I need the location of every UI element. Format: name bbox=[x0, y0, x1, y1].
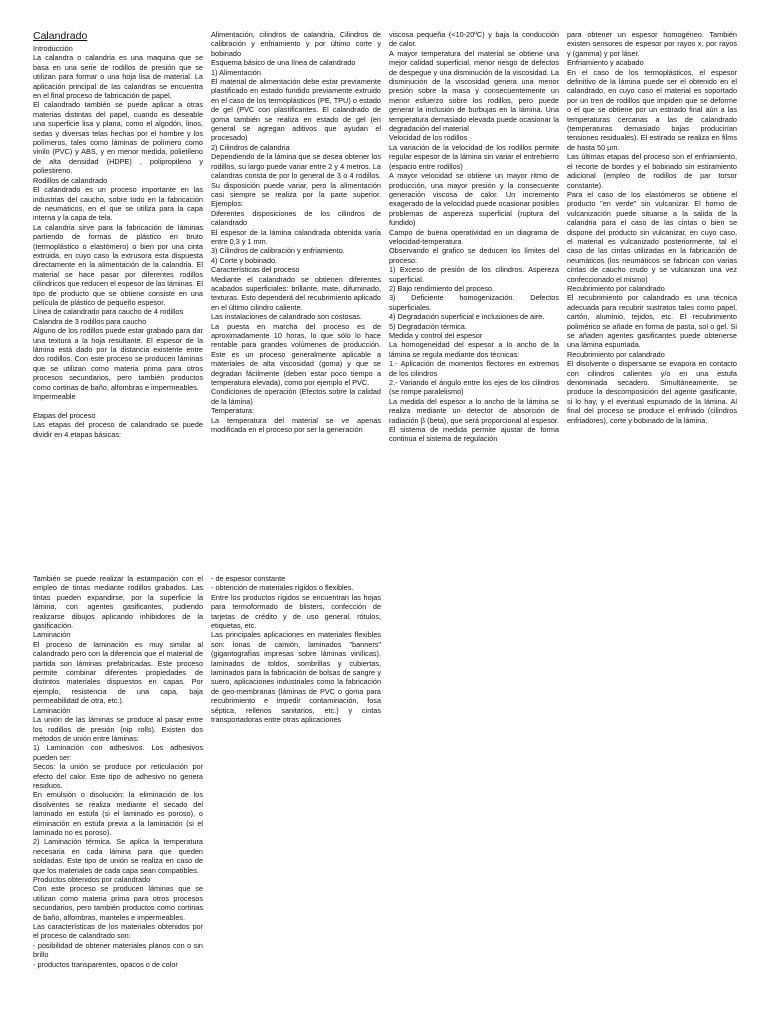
paragraph: Dependiendo de la lámina que se desea obtener los rodillos, su largo puede variar entre 2 y 4 metros. La calandras consta de por lo general de 3 o 4 rodillos. Su disposición puede variar, pero la alimentación casi siempre se realiza por la parte superior. Ejemplos: bbox=[211, 152, 381, 209]
paragraph: Entre los productos rígidos se encuentran las hojas para termoformado de blisters, confección de tarjetas de crédito y de uso general, rótulos, etiquetas, etc. bbox=[211, 592, 381, 631]
paragraph: El proceso de laminación es muy similar al calandrado pero con la diferencia que el material de partida son láminas prefabricadas. Este proceso permite combinar diferentes propiedades de distintos materiales dispuestos en capas. Por ejemplo, resistencia de una capa, baja permeabilidad de otra, etc.). bbox=[33, 639, 203, 706]
paragraph: 2) Cilindros de calandria bbox=[211, 142, 290, 152]
column-text bbox=[567, 30, 737, 425]
paragraph: Impermeable bbox=[33, 392, 76, 402]
paragraph: La variación de la velocidad de los rodillos permite regular espesor de la lámina sin variar el entrehierro (espacio entre rodillos) bbox=[389, 142, 559, 171]
paragraph: Mediante el calandrado se obtienen diferentes acabados superficiales: brillante, mate, difuminado, texturas. Esto dependerá del recubrimiento aplicado en el último cilindro caliente. bbox=[211, 274, 381, 312]
paragraph: Velocidad de los rodillos bbox=[389, 133, 468, 143]
paragraph: viscosa pequeña (<10-20ºC) y baja la conducción de calor. bbox=[389, 30, 559, 49]
paragraph: La calandra o calandria es una maquina que se basa en una serie de rodillos de presión que se utilizan para formar o una hoja lisa de material. La aplicación principal de las calandras se encuentra en el final proceso de fabricación de papel. bbox=[33, 53, 203, 101]
column-text bbox=[33, 574, 203, 969]
paragraph: - productos transparentes, opacos o de color bbox=[33, 959, 178, 969]
paragraph: Con este proceso se producen láminas que se utilizan como materia prima para otros procesos secundarios, pero también productos como cortinas de baño, alfombras, manteles e impermeables. bbox=[33, 884, 203, 922]
paragraph: - posibilidad de obtener materiales planos con o sin brillo bbox=[33, 940, 203, 960]
paragraph: 2) Bajo rendimiento del proceso. bbox=[389, 283, 495, 293]
paragraph: Productos obtenidos por calandrado bbox=[33, 875, 151, 884]
paragraph: Enfriamiento y acabado bbox=[567, 58, 644, 68]
paragraph: 5) Degradación térmica. bbox=[389, 321, 467, 331]
paragraph: Para el caso de los elastómeros se obtiene el producto "en verde" sin vulcanizar. El horno de vulcanización puede situarse a la salida de la calandria para el caso de las cintas o bien se dispone del producto sin vulcanizar, en cuyo caso, el material es vulcanizado posteriormente, tal el caso de las cintas utilizadas en la fabricación de neumáticos (los neumáticos se fabrican con varias cintas de caucho crudo y se vulcanizan una vez confeccionado el mismo) bbox=[567, 189, 737, 284]
column-text bbox=[389, 30, 559, 444]
paragraph: El calandrado también se puede aplicar a otras materias distintas del papel, cuando es deseable una superficie lisa y plana, como el algodón, linos, sedas y diversas telas hechas por el hombre y los polímeros, tales como láminas de polímero como vinilo (PVC) y ABS, y en menor medida, polietileno de alta densidad (HDPE) , polipropileno y poliestireno. bbox=[33, 100, 203, 176]
paragraph: 3) Deficiente homogenización. Defectos superficiales. bbox=[389, 293, 559, 312]
paragraph: Alimentación, cilindros de calandria, Cilindros de calibración y enfriamiento y por último corte y bobinado bbox=[211, 30, 381, 58]
paragraph: 1) Laminación con adhesivos. Los adhesivos pueden ser: bbox=[33, 743, 203, 762]
column-1 bbox=[33, 30, 203, 510]
paragraph: Las etapas del proceso de calandrado se puede dividir en 4 etapas básicas: bbox=[33, 420, 203, 439]
paragraph: 4) Degradación superficial e inclusiones de aire. bbox=[389, 312, 545, 322]
paragraph: - de espesor constante bbox=[211, 574, 286, 583]
paragraph: La medida del espesor a lo ancho de la lámina se realiza mediante un detector de absorción de radiación β (beta), que será proporcional al espesor. El sistema de medida permite ajustar de forma continua el sistema de regulación bbox=[389, 396, 559, 444]
paragraph: Recubrimiento por calandrado bbox=[567, 349, 665, 359]
document-title: Calandrado bbox=[33, 30, 88, 42]
paragraph: para obtener un espesor homogéneo. También existen sensores de espesor por rayos x, por rayos γ (gamma) y por láser. bbox=[567, 30, 737, 58]
paragraph: Diferentes disposiciones de los cilindros de calandrado bbox=[211, 208, 381, 228]
paragraph: Línea de calandrado para caucho de 4 rodillos bbox=[33, 307, 184, 317]
paragraph: Alguno de los rodillos puede estar grabado para dar una textura a la hoja resultante. El espesor de la lámina está dado por la distancia existente entre dos rodillos. Con este proceso se producen láminas que se utilizan como materia prima para otros procesos secundarios, pero también productos como cortinas de baño, alfombras e impermeables. bbox=[33, 326, 203, 392]
column-text bbox=[211, 30, 381, 434]
paragraph: El material de alimentación debe estar previamente plastificado en estado fundido previamente extruido en el caso de los termoplásticos (PE, TPU) o estado de gel (PVC con plastificantes. El calandrado de goma también se realiza en estado de gel (en general se agregan aditivos que ayudan el procesado) bbox=[211, 77, 381, 143]
paragraph: 3) Cilindros de calibración y enfriamiento. bbox=[211, 246, 345, 256]
paragraph: Las principales aplicaciones en materiales flexibles son: lonas de camión, laminados "banners" (gigantografías impresas sobre láminas vinílicas), laminados de toldos, sombrillas y cubiertas, laminados para la fabricación de bolsas de sangre y suero, aplicaciones industriales como la fabricación de geo-membranas (láminas de PVC o goma para recubrimiento e impedir contaminación, fosa séptica, rellenos sanitarios, etc.) y cintas transportadoras entre otras aplicaciones bbox=[211, 630, 381, 725]
paragraph: 1) Exceso de presión de los cilindros. Aspereza superficial. bbox=[389, 265, 559, 284]
paragraph: La calandria sirve para la fabricación de láminas partiendo de formas de plástico en bruto (termoplástico o elastómero) o bien por una cinta extruida, en cuyo caso la extrusora esta dispuesta directamente en la alimentación de la calandria. El material se hace pasar por diferentes rodillos cilíndricos que reducen el espesor de las láminas. El tipo de producto que se obtiene consiste en una película de plástico de pequeño espesor. bbox=[33, 222, 203, 307]
paragraph: Esquema básico de una línea de calandrado bbox=[211, 58, 356, 68]
paragraph: 1) Alimentación bbox=[211, 67, 261, 77]
column-text bbox=[211, 574, 381, 725]
paragraph: También se puede realizar la estampación con el empleo de tintas mediante rodillos grabados. Las tintas pueden expandirse, por la superficie la lámina, con agentes gasificantes, pudiendo realizarse dibujos aplicando inhibidores de la gasificación. bbox=[33, 574, 203, 631]
paragraph: Introducción bbox=[33, 44, 73, 53]
paragraph: 1.- Aplicación de momentos flectores en extremos de los cilindros bbox=[389, 359, 559, 378]
paragraph bbox=[33, 401, 203, 410]
paragraph: Calandra de 3 rodillos para caucho bbox=[33, 316, 147, 326]
paragraph: Medida y control del espesor bbox=[389, 331, 483, 340]
paragraph: Campo de buena operatividad en un diagrama de velocidad-temperatura bbox=[389, 227, 559, 246]
paragraph: En emulsión o disolución: la eliminación de los disolventes se realiza mediante el secado del laminado en estufa (si el laminado es poroso), o eliminación en estufa previa a la laminación (si el laminado no es poroso). bbox=[33, 790, 203, 837]
paragraph: La temperatura del material se ve apenas modificada en el proceso por ser la generación bbox=[211, 415, 381, 435]
paragraph: 2) Laminación térmica. Se aplica la temperatura necesaria en cada lámina para que queden soldadas. Este tipo de unión se realiza en caso de que los materiales de cada capa sean compatibles. bbox=[33, 837, 203, 875]
paragraph: Las características de los materiales obtenidos por el proceso de calandrado son: bbox=[33, 922, 203, 941]
paragraph: Las instalaciones de calandrado son costosas. bbox=[211, 312, 362, 322]
paragraph: - obtención de materiales rígidos o flexibles. bbox=[211, 583, 354, 593]
paragraph: Temperatura: bbox=[211, 406, 254, 416]
paragraph: Laminación bbox=[33, 705, 71, 715]
paragraph: Rodillos de calandrado bbox=[33, 175, 108, 185]
paragraph: Observando el grafico se deducen los límites del proceso: bbox=[389, 246, 559, 265]
paragraph: Etapas del proceso bbox=[33, 410, 96, 420]
page-1 bbox=[33, 30, 761, 510]
paragraph: A mayor velocidad se obtiene un mayor ritmo de producción, una mayor presión y la consecuente generación viscosa de calor. Un incremento exagerado de la velocidad puede ocasionar posibles problemas de aspereza superficial (ruptura del fundido) bbox=[389, 171, 559, 228]
paragraph: Secos: la unión se produce por reticulación por efecto del calor. Este tipo de adhesivo no genera residuos. bbox=[33, 762, 203, 790]
paragraph: Condiciones de operación (Efectos sobre la calidad de la lámina) bbox=[211, 387, 381, 406]
paragraph: A mayor temperatura del material se obtiene una mejor calidad superficial, menor riesgo de defectos de despegue y una disminución de la viscosidad. La disminución de la viscosidad genera una menor presión sobre la masa y consecuentemente un menor esfuerzo sobre los rodillos, pero puede generar la inclusión de burbujas en la lámina. Una temperatura demasiado elevada puede ocasionar la degradación del material bbox=[389, 48, 559, 134]
paragraph: La unión de las láminas se produce al pasar entre los rodillos de presión (nip rolls). Existen dos métodos de unión entre láminas: bbox=[33, 715, 203, 743]
column-3 bbox=[389, 30, 559, 510]
column-text bbox=[33, 44, 203, 439]
paragraph: La homogeneidad del espesor a lo ancho de la lámina se regula mediante dos técnicas: bbox=[389, 340, 559, 359]
page-2 bbox=[33, 574, 761, 1022]
paragraph: Laminación bbox=[33, 630, 71, 640]
paragraph: En el caso de los termoplásticos, el espesor definitivo de la lámina puede ser el obtenido en el calandrado, en cuyo caso el material es soportado por un tren de rodillos que impiden que se deforme o el que se obtiene por un estirado final aún a las temperaturas cercanas a las de calandrado (temperaturas demasiado bajas producirían tensiones residuales). El estirado se realiza en films de hasta 50 µm. bbox=[567, 67, 737, 152]
paragraph: 2.- Variando el ángulo entre los ejes de los cilindros (se rompe paralelismo) bbox=[389, 378, 559, 397]
paragraph: Recubrimiento por calandrado bbox=[567, 283, 665, 293]
paragraph: La puesta en marcha del proceso es de aproximadamente 10 horas, lo que sólo lo hace rentable para grandes volúmenes de producción. Este es un proceso generalmente aplicable a materiales de alta viscosidad (goma) y que se degradan fácilmente (deben estar poco tiempo a temperatura elevada), como por ejemplo el PVC. bbox=[211, 321, 381, 388]
paragraph: 4) Corte y bobinado. bbox=[211, 255, 278, 265]
column-2 bbox=[211, 574, 381, 1022]
column-4 bbox=[567, 30, 737, 510]
column-1 bbox=[33, 574, 203, 1022]
paragraph: El calandrado es un proceso importante en las industrias del caucho, sobre todo en la fabricación de neumáticos, en el que se utiliza para la capa interna y la capa de tela. bbox=[33, 185, 203, 223]
column-3 bbox=[389, 574, 559, 1022]
paragraph: El recubrimiento por calandrado es una técnica adecuada para recubrir sustratos tales como papel, cartón, aluminio, tejidos, etc. El recubrimiento polimérico se añade en forma de pasta, sol o gel. Si se añaden agentes gasificantes puede obtenerse una lámina espumada. bbox=[567, 293, 737, 350]
column-2 bbox=[211, 30, 381, 510]
paragraph: El espesor de la lámina calandrada obtenida varía entre 0,3 y 1 mm. bbox=[211, 227, 381, 246]
paragraph: Características del proceso bbox=[211, 265, 300, 275]
column-4 bbox=[567, 574, 737, 1022]
paragraph: Las últimas etapas del proceso son el enfriamiento, el recorte de bordes y el bobinado sin estiramiento adicional (empleo de rodillos de par torsor constante). bbox=[567, 152, 737, 190]
paragraph: El disolvente o dispersante se evapora en contacto con cilindros calientes y/o en una estufa denominada secadero. Simultáneamente, se produce la descomposición del agente gasificante, si lo hay, y el eventual espumado de la lámina. Al final del proceso se produce el enfriado (cilindros enfriadores), corte y bobinado de la lámina. bbox=[567, 359, 737, 425]
